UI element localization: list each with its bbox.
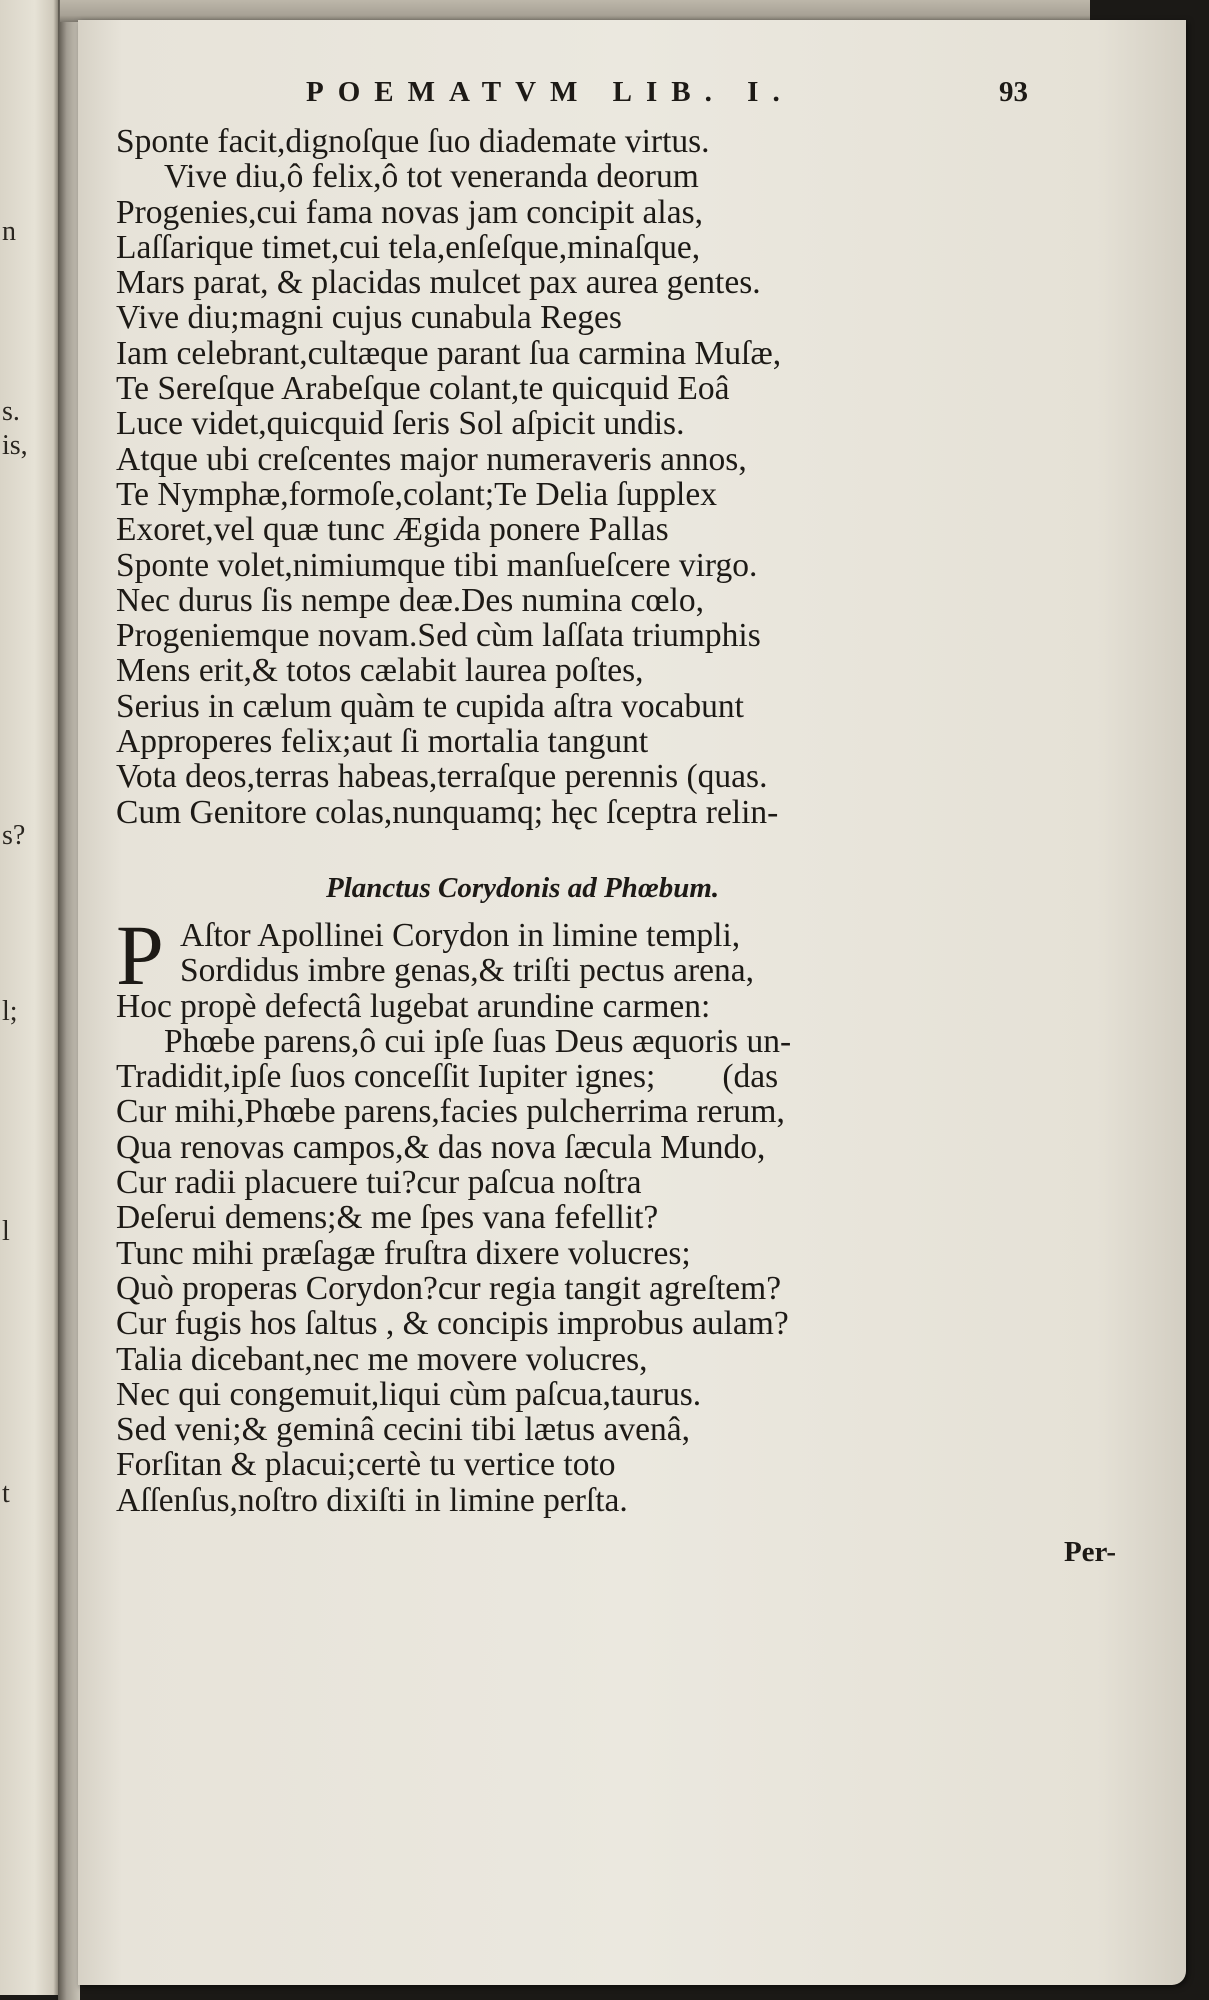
- verse-line: Sordidus imbre genas,& triſti pectus arena,: [180, 952, 755, 990]
- facing-page: [0, 0, 58, 1995]
- verse-line: Te Nymphæ,formoſe,colant;Te Delia ſupplex: [116, 475, 717, 513]
- verse-line: Progenies,cui fama novas jam concipit alas,: [116, 193, 704, 231]
- drop-cap-block: [116, 906, 1116, 1003]
- verse-line: Nec durus ſis nempe deæ.Des numina cœlo,: [116, 581, 704, 619]
- book-top-edge: [60, 0, 1090, 22]
- verse-line: Mars parat, & placidas mulcet pax aurea gentes.: [116, 264, 761, 302]
- poem-continuation: [116, 124, 1116, 830]
- verse-line: Iam celebrant,cultæque parant ſua carmina Muſæ,: [116, 334, 782, 372]
- verse-line: Hoc propè defectâ lugebat arundine carmen:: [116, 987, 711, 1025]
- verse-line: Aſtor Apollinei Corydon in limine templi,: [180, 916, 741, 954]
- facing-page-fragment: n: [2, 216, 16, 247]
- book-page: [78, 20, 1186, 1985]
- verse-line: Laſſarique timet,cui tela,enſeſque,minaſque,: [116, 228, 701, 266]
- verse-line: Te Sereſque Arabeſque colant,te quicquid Eoâ: [116, 370, 730, 408]
- verse-line: Approperes felix;aut ſi mortalia tangunt: [116, 723, 649, 761]
- verse-line: Progeniemque novam.Sed cùm laſſata triumphis: [116, 617, 761, 655]
- poem-planctus: [116, 906, 1116, 1519]
- drop-cap: P: [116, 906, 164, 1003]
- verse-line: Sed veni;& geminâ cecini tibi lætus avenâ,: [116, 1411, 691, 1449]
- facing-page-fragment: t: [2, 1478, 10, 1509]
- verse-line: Atque ubi creſcentes major numeraveris annos,: [116, 440, 747, 478]
- facing-page-fragment: s?: [2, 820, 26, 851]
- facing-page-fragment: s.: [2, 396, 20, 427]
- verse-line: Cur radii placuere tui?cur paſcua noſtra: [116, 1164, 642, 1202]
- verse-line: Talia dicebant,nec me movere volucres,: [116, 1340, 648, 1378]
- verse-line: Vota deos,terras habeas,terraſque perennis (quas.: [116, 758, 768, 796]
- verse-line: Sponte facit,dignoſque ſuo diademate virtus.: [116, 123, 710, 160]
- verse-line: Qua renovas campos,& das nova ſæcula Mundo,: [116, 1128, 766, 1166]
- verse-line: Tradidit,ipſe ſuos conceſſit Iupiter ignes; (das: [116, 1058, 779, 1096]
- book-gutter: [58, 0, 80, 2000]
- verse-line: Mens erit,& totos cælabit laurea poſtes,: [116, 652, 644, 690]
- verse-line: Tunc mihi præſagæ fruſtra dixere volucres;: [116, 1234, 691, 1272]
- verse-line: Sponte volet,nimiumque tibi manſueſcere virgo.: [116, 546, 758, 584]
- facing-page-fragment: is,: [2, 430, 28, 461]
- verse-line: Aſſenſus,noſtro dixiſti in limine perſta.: [116, 1481, 628, 1519]
- verse-line: Exoret,vel quæ tunc Ægida ponere Pallas: [116, 511, 669, 549]
- verse-line: Cur mihi,Phœbe parens,facies pulcherrima rerum,: [116, 1093, 785, 1131]
- running-title: POEMATVM LIB. I.: [306, 76, 794, 108]
- page-text-block: [116, 76, 1116, 1572]
- facing-page-fragment: l;: [2, 996, 18, 1027]
- poem-heading: Planctus Corydonis ad Phœbum.: [326, 871, 720, 904]
- verse-line: Vive diu;magni cujus cunabula Reges: [116, 299, 622, 337]
- catchword: Per-: [1063, 1535, 1116, 1568]
- verse-line: Phœbe parens,ô cui ipſe ſuas Deus æquoris un-: [164, 1022, 792, 1060]
- verse-line: Vive diu,ô felix,ô tot veneranda deorum: [164, 158, 699, 196]
- verse-line: Nec qui congemuit,liqui cùm paſcua,taurus.: [116, 1375, 702, 1413]
- verse-line: Deſerui demens;& me ſpes vana fefellit?: [116, 1199, 659, 1237]
- verse-line: Luce videt,quicquid ſeris Sol aſpicit undis.: [116, 405, 685, 443]
- verse-line: Cum Genitore colas,nunquamq; hęc ſceptra relin-: [116, 793, 779, 831]
- verse-line: Forſitan & placui;certè tu vertice toto: [116, 1446, 616, 1484]
- facing-page-fragment: l: [2, 1216, 10, 1247]
- verse-line: Serius in cælum quàm te cupida aſtra vocabunt: [116, 687, 744, 725]
- verse-line: Cur fugis hos ſaltus , & concipis improbus aulam?: [116, 1305, 789, 1343]
- page-number: 93: [999, 76, 1028, 108]
- verse-line: Quò properas Corydon?cur regia tangit agreſtem?: [116, 1269, 782, 1307]
- running-head: [116, 76, 1116, 124]
